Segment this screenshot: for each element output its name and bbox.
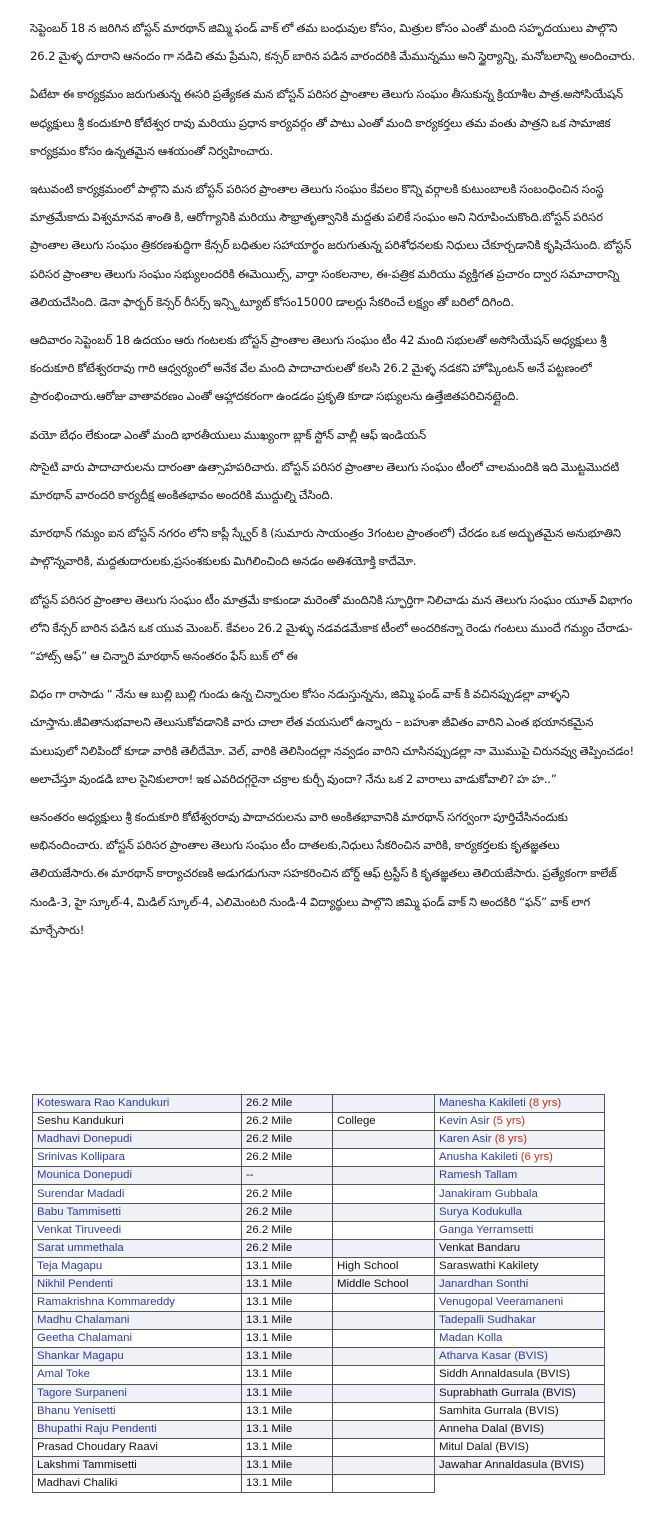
table-row [33,1438,605,1456]
table-row [33,1239,605,1257]
participant-distance: 13.1 Mile [242,1312,333,1330]
volunteer-name [435,1185,605,1203]
participant-distance: 13.1 Mile [242,1402,333,1420]
volunteer-name [435,1149,605,1167]
age-label: (6 yrs) [520,1151,553,1164]
volunteer-name-text: Siddh Annaldasula (BVIS) [439,1368,571,1381]
volunteer-name-text: Jawahar Annaldasula (BVIS) [439,1458,584,1471]
age-label: (8 yrs) [528,1097,562,1110]
table-row [33,1131,605,1149]
school-level [333,1366,435,1384]
volunteer-name [435,1113,605,1131]
participant-distance: 13.1 Mile [242,1456,333,1474]
table-row [33,1167,605,1185]
volunteer-name-text: Samhita Gurrala (BVIS) [439,1404,559,1417]
paragraph-intro: సెప్టెంబర్ 18 న జరిగిన బోస్టన్ మారథాన్ జిమ్మి ఫండ్ వాక్ లో తమ బంధువుల కోసం, మిత్రుల కోసం ఎంతో మంది సహృదయులు పాల్గొని 26.2 మైళ్ళ దూరాని ఆనందం గా నడిచి తమ ప్రేమని, కన్సర్ బారిన పడిన వారందరికి మేమున్నము అని స్థైర్యాన్ని, మనోబలాన్ని అందించారు. [30,21,636,64]
participant-name: Surendar Madadi [33,1185,242,1203]
school-level: College [333,1113,435,1131]
volunteer-name-text: Ganga Yerramsetti [439,1223,534,1236]
school-level [333,1438,435,1456]
participant-name: Prasad Choudary Raavi [33,1438,242,1456]
table-row [33,1330,605,1348]
participant-distance: 13.1 Mile [242,1257,333,1275]
volunteer-name [435,1366,605,1384]
volunteer-name [435,1257,605,1275]
volunteer-name [435,1167,605,1185]
volunteer-name-text: Venkat Bandaru [439,1241,521,1254]
table-row [33,1312,605,1330]
school-level [333,1167,435,1185]
school-level [333,1402,435,1420]
participant-name: Shankar Magapu [33,1348,242,1366]
volunteer-name-text: Venugopal Veeramaneni [439,1296,564,1309]
participant-distance: 26.2 Mile [242,1095,333,1113]
participant-distance: 13.1 Mile [242,1275,333,1293]
participant-name: Amal Toke [33,1366,242,1384]
volunteer-name-text: Mitul Dalal (BVIS) [439,1440,529,1453]
participant-distance: 26.2 Mile [242,1185,333,1203]
participant-distance: 26.2 Mile [242,1203,333,1221]
table-row [33,1113,605,1131]
participant-name: Madhavi Chaliki [33,1474,242,1492]
participant-distance: 13.1 Mile [242,1474,333,1492]
table-row [33,1384,605,1402]
volunteer-name [435,1095,605,1113]
school-level [333,1185,435,1203]
volunteer-name [435,1420,605,1438]
participant-name: Bhanu Yenisetti [33,1402,242,1420]
volunteer-name [435,1438,605,1456]
volunteer-name-text: Surya Kodukulla [439,1205,522,1218]
paragraph-quote: విధం గా రాసాడు “ నేను ఆ బుల్లి బుల్లి గుండు ఉన్న చిన్నారుల కోసం నడుస్తున్నను, జిమ్మి ఫండ్ వాక్ కి వచినప్పుడల్లా వాళ్ళని చూస్తాను.జీవితానుభవాలని తెలుసుకోవడానికి వారు చాలా లేత వయసులో ఉన్నారు – బహుశా జీవితం వారిని ఎంత భయానకమైన మలుపులో నిలిపిందో కూడా వారికి తెలీదేమో. వెల్, వారికి తెలిసిందల్లా నవ్వడం వారిని చూసినప్పుడల్లా నా మొముపై చిరునవ్వు తెప్పించడం! అలాచేస్తూ వుండడి బాల సైనికులారా! ఇక ఎవరిదగ్గరైనా చక్రాల కుర్చీ వుందా? నేను ఒక 2 వారాలు వాడుకోవాలి? హ హ..” [30,687,634,786]
paragraph-youth-member: బోస్టన్ పరిసర ప్రాంతాల తెలుగు సంఘం టీం మాత్రమే కాకుండా మరెంతో మందినికి స్ఫూర్తిగా నిలిచాడు మన తెలుగు సంఘం యూత్ విభాగం లోని కేన్సర్ బారిన పడిన ఒక యువ మెంబర్. కేవలం 26.2 మైళ్ళు నడవడమేకాక టీంలో అందరికన్నా రెండు గంటలు ముందే గమ్యం చేరాడు- “హాట్స్ ఆఫ్” ఆ చిన్నారి మారథాన్ అనంతరం ఫేస్ బుక్ లో ఈ [30,592,633,664]
volunteer-name [435,1402,605,1420]
volunteer-name [435,1239,605,1257]
volunteer-name [435,1312,605,1330]
volunteer-name-text: Suprabhath Gurrala (BVIS) [439,1386,576,1399]
school-level [333,1348,435,1366]
paragraph-support: ఇటువంటి కార్యక్రమంలో పాల్గొని మన బోస్టన్ పరిసర ప్రాంతాల తెలుగు సంఘం కేవలం కొన్ని వర్గాలకి కుటుంబాలకి సంబంధించిన సంస్థ మాత్రమేకాదు విశ్వమానవ శాంతి కి, ఆరోగ్యానికి మరియు సౌభ్రాతృత్వానికి మద్దతు పలికే సంఘం అని నిరూపించుకొంది.బోస్టన్ పరిసర ప్రాంతాల తెలుగు సంఘం త్రికరణశుద్ధిగా కేన్సర్ బధితుల సహాయార్థం జరుగుతున్న పరిశోధనలకు నిధులు చేకూర్చడానికి కృషిచేసుంది. బోస్టన్ పరిసర ప్రాంతాల తెలుగు సంఘం సభ్యులందరికి ఈమెయిల్స్, వార్తా సంకలనాల, ఈ-పత్రిక మరియు వ్యక్తిగత ప్రచారం ద్వార సమాచారాన్ని తెలియచేసింది. డెనా ఫార్బర్ కెన్సర్ రీసర్స్ ఇన్స్టిట్యూట్ కోసం15000 డాలర్లు సేకరించే లక్ష్యం తో బరిలో దిగింది. [30,182,632,309]
school-level [333,1456,435,1474]
table-row [33,1420,605,1438]
school-level [333,1420,435,1438]
participant-name: Mounica Donepudi [33,1167,242,1185]
volunteer-name [435,1330,605,1348]
participant-name: Sarat ummethala [33,1239,242,1257]
participant-distance: 26.2 Mile [242,1239,333,1257]
volunteer-name [435,1456,605,1474]
volunteer-name [435,1221,605,1239]
table-row [33,1275,605,1293]
participant-name: Madhavi Donepudi [33,1131,242,1149]
participant-name: Tagore Surpaneni [33,1384,242,1402]
table-row [33,1348,605,1366]
volunteer-name [435,1203,605,1221]
participant-name: Geetha Chalamani [33,1330,242,1348]
volunteer-name [435,1348,605,1366]
participant-distance: 13.1 Mile [242,1294,333,1312]
table-row [33,1095,605,1113]
volunteer-name-text: Karen Asir [439,1133,492,1146]
participant-name: Venkat Tiruveedi [33,1221,242,1239]
participant-distance: -- [242,1167,333,1185]
participant-distance: 13.1 Mile [242,1330,333,1348]
participant-distance: 13.1 Mile [242,1420,333,1438]
volunteer-name-text: Anusha Kakileti [439,1151,518,1164]
school-level [333,1312,435,1330]
participant-distance: 13.1 Mile [242,1384,333,1402]
participant-distance: 26.2 Mile [242,1131,333,1149]
age-label: (5 yrs) [492,1115,526,1128]
participant-name: Bhupathi Raju Pendenti [33,1420,242,1438]
school-level [333,1149,435,1167]
school-level [333,1330,435,1348]
school-level: Middle School [333,1275,435,1293]
participant-name: Lakshmi Tammisetti [33,1456,242,1474]
paragraph-association-role: ఏటేటా ఈ కార్యక్రమం జరుగుతున్న ఈసరి ప్రత్యేకత మన బోస్టన్ పరిసర ప్రాంతాల తెలుగు సంఘం తీసుకున్న క్రియాశీల పాత్ర.అసోసియేషన్ అధ్యక్షులు శ్రీ కందుకూరి కోటేశ్వర రావు మరియు ప్రధాన కార్యవర్గం తో పాటు ఎంతో మంది కార్యకర్తలు తమ వంతు పాత్రని ఒక సామాజిక కార్యక్రమం కోసం ఉన్నతమైన ఆశయంతో నిర్వహించారు. [30,87,624,158]
table-row [33,1294,605,1312]
paragraph-copley: మారథాన్ గమ్యం ఐన బోస్టన్ నగరం లోని కాప్లీ స్క్వేర్ కి (సుమారు సాయంత్రం 3గంటల ప్రాంతంలో) చేరడం ఒక అద్భుతమైన అనుభూతిని పాల్గొన్నవారికి, మద్దతుదారులకు,ప్రసంశకులకు మిగిలించింది అనడం అతిశయోక్తి కాదేమో. [30,526,621,569]
empty-cell [435,1474,605,1492]
participant-name: Babu Tammisetti [33,1203,242,1221]
table-row [33,1185,605,1203]
school-level [333,1384,435,1402]
participant-distance: 26.2 Mile [242,1221,333,1239]
volunteer-name-text: Janardhan Sonthi [439,1277,529,1290]
participant-name: Koteswara Rao Kandukuri [33,1095,242,1113]
participant-name: Teja Magapu [33,1257,242,1275]
paragraph-thanks: ఆనంతరం అధ్యక్షులు శ్రీ కందుకూరి కోటేశ్వరరావు పాదాచరులను వారి అంకితభావానికి మారథాన్ సగర్వంగా పూర్తిచేసినందుకు అభినందించారు. బోస్టన్ పరిసర ప్రాంతాల తెలుగు సంఘం టీం దాతలకు,నిధులు సేకరించిన వారికి, కార్యకర్తలకు కృతజ్ఞతలు తెలియజేసారు.ఈ మారథాన్ కార్యాచరణకి అడుగడుగునా సహకరించిన బోర్డ్ ఆఫ్ ట్రస్టీస్ కి కృతజ్ఞతలు తెలియజేసారు. ప్రత్యేకంగా కాలేజ్ నుండి-3, హై స్కూల్-4, మిడిల్ స్కూల్-4, ఎలిమెంటరి నుండి-4 విద్యార్థులు పాల్గొని జిమ్మి ఫండ్ వాక్ ని అందకిరి “ఫన్” వాక్ లాగ మార్చేసారు! [30,810,617,937]
participant-name: Nikhil Pendenti [33,1275,242,1293]
table-row [33,1221,605,1239]
volunteer-name-text: Atharva Kasar (BVIS) [439,1350,548,1363]
participant-distance: 26.2 Mile [242,1113,333,1131]
table-row [33,1149,605,1167]
school-level [333,1474,435,1492]
volunteer-name [435,1294,605,1312]
school-level: High School [333,1257,435,1275]
participant-name: Madhu Chalamani [33,1312,242,1330]
school-level [333,1203,435,1221]
volunteer-name-text: Madan Kolla [439,1332,503,1345]
participant-distance: 13.1 Mile [242,1366,333,1384]
volunteer-name [435,1131,605,1149]
paragraph-sunday-walk: ఆదివారం సెప్టెంబర్ 18 ఉదయం ఆరు గంటలకు బోస్టన్ ప్రాంతాల తెలుగు సంఘం టీం 42 మంది సభులతో అసోసియేషన్ అధ్యక్షులు శ్రీ కందుకూరి కోటేశ్వరరావు గారి ఆధ్వర్యంలో అనేక వేల మంది పాదాచారులతో కలసి 26.2 మైళ్ళ నడకని హోప్కింటన్ అనే పట్టణంలో ప్రారంభించారు.ఆరోజు వాతావరణం ఎంతో ఆహ్లాదకరంగా ఉండడం ప్రకృతి కూడా సభ్యులను ఉత్తేజితపరిచినట్లైంది. [30,333,607,404]
school-level [333,1294,435,1312]
volunteer-name [435,1275,605,1293]
school-level [333,1221,435,1239]
table-row [33,1203,605,1221]
volunteer-name-text: Manesha Kakileti [439,1097,526,1110]
table-row [33,1456,605,1474]
paragraph-community: వయో బేధం లేకుండా ఎంతో మంది భారతీయులు ముఖ్యంగా బ్లాక్ స్టోన్ వాల్లీ ఆఫ్ ఇండియన్ [30,427,426,442]
volunteer-name-text: Ramesh Tallam [439,1169,518,1182]
school-level [333,1239,435,1257]
volunteer-name-text: Saraswathi Kakilety [439,1259,539,1272]
participant-distance: 13.1 Mile [242,1438,333,1456]
participant-name: Seshu Kandukuri [33,1113,242,1131]
table-row [33,1402,605,1420]
volunteer-name-text: Janakiram Gubbala [439,1187,538,1200]
age-label: (8 yrs) [494,1133,528,1146]
paragraph-society: సొసైటి వారు పాదాచారులను దారంతా ఉత్సాహపరిచారు. బోస్టన్ పరిసర ప్రాంతాల తెలుగు సంఘం టీంలో చాలమందికి ఇది మొట్టమొదటి మారథాన్ వారందరి కార్యదీక్ష అంకితభావం అందరికి ముద్దుల్ని చేసింది. [30,459,620,503]
table-row [33,1257,605,1275]
school-level [333,1095,435,1113]
school-level [333,1131,435,1149]
volunteer-name-text: Tadepalli Sudhakar [439,1314,536,1327]
participant-name: Ramakrishna Kommareddy [33,1294,242,1312]
table-row [33,1474,605,1492]
volunteer-name [435,1384,605,1402]
participant-distance: 26.2 Mile [242,1149,333,1167]
volunteer-name-text: Kevin Asir [439,1115,490,1128]
volunteer-name-text: Anneha Dalal (BVIS) [439,1422,545,1435]
table-row [33,1366,605,1384]
participants-table [32,1094,605,1493]
participant-name: Srinivas Kollipara [33,1149,242,1167]
participant-distance: 13.1 Mile [242,1348,333,1366]
